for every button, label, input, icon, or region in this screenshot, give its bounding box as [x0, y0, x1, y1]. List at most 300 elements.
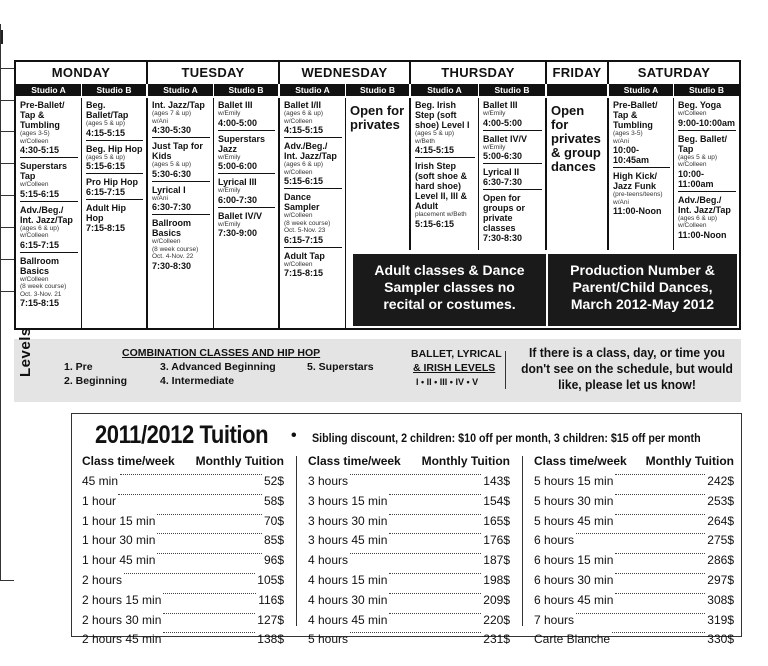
- tuition-row: [308, 573, 510, 593]
- class-time: 4:30-5:30: [152, 125, 192, 135]
- class-entry: [20, 256, 78, 309]
- tuition-row: [82, 494, 284, 514]
- tuition-time: 6 hours: [534, 533, 575, 548]
- dot-leader: [350, 632, 481, 633]
- page-edge-tick: [0, 580, 14, 581]
- tuition-time: 45 min: [82, 474, 119, 488]
- column-monday-studio-a: [16, 98, 82, 328]
- class-detail: w/Ani: [152, 117, 168, 125]
- class-detail: w/Colleen: [678, 110, 707, 117]
- class-entry: [152, 218, 210, 271]
- tuition-time: 1 hour 45 min: [82, 553, 156, 568]
- tuition-price: 138$: [257, 632, 284, 647]
- class-time: 6:15-7:15: [86, 187, 126, 197]
- class-name: Beg. Hip Hop: [86, 143, 143, 154]
- title-bullet: •: [291, 427, 297, 444]
- dot-leader: [157, 514, 262, 515]
- dot-leader: [615, 573, 705, 574]
- class-time: 5:00-6:30: [483, 151, 523, 161]
- tuition-price: 308$: [707, 592, 734, 607]
- class-time: 5:15-6:15: [415, 218, 455, 229]
- studio-header: Studio A: [16, 84, 81, 96]
- tuition-column-2: [308, 454, 510, 652]
- tuition-price: 242$: [707, 474, 734, 488]
- class-detail: w/Ani: [613, 198, 629, 206]
- class-detail: w/Emily: [483, 110, 506, 117]
- page-edge-tick: [0, 227, 14, 228]
- class-entry: [86, 144, 143, 175]
- class-name: Ballroom Basics: [20, 255, 60, 276]
- class-entry: [218, 211, 275, 239]
- tuition-row: [82, 514, 284, 534]
- level-item: 5. Superstars: [307, 361, 374, 373]
- tuition-price: 85$: [263, 533, 284, 548]
- tuition-time: 6 hours 15 min: [534, 553, 614, 568]
- schedule-request-callout: If there is a class, day, or time you don't see on the schedule, but would like, please let us know!: [521, 345, 733, 392]
- class-time: 4:00-5:00: [483, 117, 523, 128]
- class-detail: (8 week course): [20, 283, 67, 290]
- tuition-price: 220$: [483, 612, 510, 627]
- column-thursday-studio-b: [479, 98, 547, 250]
- header-monthly-tuition: Monthly Tuition: [421, 454, 510, 468]
- tuition-time: 6 hours 45 min: [534, 592, 614, 607]
- dot-leader: [615, 474, 705, 475]
- class-name: Irish Step (soft shoe & hard shoe) Level II, III & Adult: [415, 161, 468, 211]
- class-detail: w/Colleen: [20, 275, 49, 283]
- class-time: 4:15-5:15: [86, 127, 126, 138]
- tuition-price: 165$: [483, 513, 510, 528]
- tuition-row: [308, 553, 510, 573]
- day-header-thursday: THURSDAY: [411, 62, 547, 84]
- tuition-time: 2 hours: [82, 572, 123, 587]
- studio-header: Studio B: [82, 84, 146, 96]
- class-entry: [613, 171, 670, 216]
- class-entry: [415, 161, 475, 229]
- tuition-column-3: [534, 454, 734, 652]
- dot-leader: [576, 613, 705, 614]
- studio-header: Studio A: [411, 84, 478, 96]
- class-entry: [483, 193, 542, 243]
- tuition-time: 5 hours 45 min: [534, 513, 614, 528]
- header-class-time: Class time/week: [308, 454, 401, 468]
- page-edge-tick: [0, 100, 14, 101]
- header-class-time: Class time/week: [82, 454, 175, 468]
- dot-leader: [157, 553, 262, 554]
- class-detail: (ages 5 & up): [86, 153, 126, 161]
- class-time: 4:15-5:15: [284, 125, 324, 135]
- class-detail: w/Colleen: [284, 212, 313, 219]
- tuition-row: [82, 533, 284, 553]
- adult-classes-notice: Adult classes & Dance Sampler classes no recital or costumes.: [353, 254, 546, 326]
- class-time: 7:15-8:15: [86, 223, 126, 233]
- class-time: 6:15-7:15: [284, 234, 324, 245]
- dot-leader: [389, 514, 481, 515]
- class-name: Adv./Beg./ Int. Jazz/Tap: [284, 141, 337, 161]
- class-name: Ballet III: [483, 100, 518, 110]
- level-item: 2. Beginning: [64, 375, 127, 387]
- column-wednesday-studio-b: [346, 98, 411, 250]
- class-detail: (pre-teens/teens): [613, 191, 663, 198]
- dot-leader: [615, 593, 705, 594]
- class-entry: [20, 205, 78, 253]
- class-time: 4:00-5:00: [218, 117, 258, 128]
- levels-band: [14, 327, 741, 402]
- tuition-row: [82, 474, 284, 494]
- class-detail: (ages 6 & up): [284, 161, 324, 168]
- class-detail: Oct. 3-Nov. 21: [20, 290, 62, 298]
- tuition-row: [82, 593, 284, 613]
- class-detail: w/Colleen: [20, 181, 49, 188]
- tuition-row: [534, 593, 734, 613]
- class-name: Open for groups or private classes: [483, 193, 525, 233]
- tuition-price: 275$: [707, 533, 734, 548]
- class-detail: w/Colleen: [678, 161, 707, 168]
- tuition-row: [534, 494, 734, 514]
- tuition-box: [71, 413, 742, 647]
- class-entry: [86, 100, 143, 141]
- dot-leader: [389, 494, 481, 495]
- page-edge-tick: [0, 131, 14, 132]
- class-detail: w/Emily: [218, 220, 241, 228]
- column-wednesday-studio-a: [280, 98, 346, 328]
- class-detail: w/Colleen: [20, 137, 49, 145]
- class-detail: (ages 5 & up): [152, 161, 192, 168]
- level-item: 3. Advanced Beginning: [160, 361, 276, 373]
- class-detail: (ages 5 & up): [678, 153, 718, 161]
- class-name: Adult Hip Hop: [86, 203, 126, 223]
- tuition-row: [82, 613, 284, 633]
- class-name: Int. Jazz/Tap: [152, 100, 205, 110]
- tuition-time: 3 hours 30 min: [308, 513, 388, 528]
- studio-header: Studio B: [214, 84, 278, 96]
- dot-leader: [615, 553, 705, 554]
- tuition-title: 2011/2012 Tuition: [95, 421, 269, 449]
- class-entry: [284, 100, 342, 138]
- page-edge-tick: [0, 163, 14, 164]
- class-detail: (ages 7 & up): [152, 110, 192, 117]
- studio-header: Studio B: [346, 84, 409, 96]
- studio-header: Studio A: [280, 84, 345, 96]
- class-entry: [613, 100, 670, 168]
- sibling-discount: Sibling discount, 2 children: $10 off per month, 3 children: $15 off per month: [312, 433, 701, 445]
- production-number-notice: Production Number & Parent/Child Dances, March 2012-May 2012: [548, 254, 737, 326]
- dot-leader: [120, 474, 262, 475]
- class-time: 6:00-7:30: [218, 194, 258, 205]
- class-name: Lyrical III: [218, 177, 257, 187]
- class-entry: [284, 141, 342, 189]
- tuition-price: 96$: [263, 553, 284, 568]
- class-detail: Oct. 5-Nov. 23: [284, 227, 326, 234]
- class-detail: (8 week course): [152, 245, 199, 253]
- tuition-row: [308, 533, 510, 553]
- tuition-price: 116$: [258, 592, 284, 607]
- tuition-time: 6 hours 30 min: [534, 572, 614, 587]
- day-header-monday: MONDAY: [16, 62, 148, 84]
- class-time: 7:30-8:30: [152, 260, 192, 271]
- class-detail: w/Colleen: [284, 168, 313, 176]
- column-friday: [547, 98, 609, 250]
- class-detail: w/Ani: [613, 137, 629, 145]
- class-time: 11:00-Noon: [613, 206, 662, 216]
- header-class-time: Class time/week: [534, 454, 627, 468]
- class-detail: w/Emily: [218, 153, 241, 161]
- tuition-time: 5 hours 15 min: [534, 474, 614, 488]
- dot-leader: [389, 613, 481, 614]
- class-schedule: [14, 60, 741, 330]
- tuition-price: 105$: [257, 572, 284, 587]
- tuition-price: 231$: [483, 632, 510, 647]
- column-divider: [296, 456, 297, 626]
- class-time: 10:00-10:45am: [613, 145, 650, 165]
- class-time: 6:30-7:30: [483, 177, 523, 187]
- class-name: Pre-Ballet/ Tap & Tumbling: [613, 100, 658, 130]
- class-time: 7:30-8:30: [483, 233, 523, 243]
- tuition-row: [308, 632, 510, 652]
- tuition-time: 5 hours: [308, 632, 349, 647]
- class-name: Beg. Irish Step (soft shoe) Level I: [415, 100, 470, 130]
- class-detail: (ages 6 & up): [284, 110, 324, 117]
- class-detail: Oct. 4-Nov. 22: [152, 253, 194, 260]
- class-time: 6:15-7:15: [20, 239, 60, 250]
- column-saturday-studio-a: [609, 98, 674, 250]
- class-name: Ballet IV/V: [483, 133, 528, 144]
- class-name: Pre-Ballet/ Tap & Tumbling: [20, 100, 65, 130]
- dot-leader: [350, 474, 481, 475]
- class-name: Ballet III: [218, 100, 253, 110]
- class-detail: (ages 5 & up): [86, 120, 126, 127]
- tuition-time: 7 hours: [534, 612, 575, 627]
- class-entry: [415, 100, 475, 158]
- tuition-time: 4 hours 45 min: [308, 612, 388, 627]
- tuition-price: 253$: [707, 493, 734, 508]
- class-entry: [218, 134, 275, 175]
- class-entry: [86, 203, 143, 233]
- studio-header: Studio A: [148, 84, 213, 96]
- class-detail: w/Emily: [483, 143, 506, 151]
- page-edge-tick: [0, 291, 14, 292]
- page-edge-tick: [0, 259, 14, 260]
- class-entry: [152, 185, 210, 216]
- tuition-row: [308, 514, 510, 534]
- ballet-level-numbers: I • II • III • IV • V: [416, 377, 479, 387]
- class-detail: (ages 6 & up): [20, 224, 60, 232]
- class-time: 11:00-Noon: [678, 229, 727, 240]
- tuition-price: 127$: [257, 612, 284, 627]
- dot-leader: [124, 573, 255, 574]
- class-name: Ballroom Basics: [152, 218, 192, 238]
- level-item: 4. Intermediate: [160, 375, 235, 387]
- class-name: Beg. Ballet/Tap: [86, 100, 129, 120]
- tuition-row: [534, 573, 734, 593]
- class-time: 7:15-8:15: [284, 268, 324, 278]
- tuition-row: [82, 573, 284, 593]
- class-name: Beg. Ballet/ Tap: [678, 133, 728, 154]
- class-entry: [218, 177, 275, 208]
- class-entry: [678, 100, 736, 131]
- class-detail: (8 week course): [284, 219, 331, 227]
- tuition-header: [534, 454, 734, 468]
- tuition-header: [308, 454, 510, 468]
- tuition-price: 286$: [707, 553, 734, 568]
- page-edge-tick: [0, 68, 14, 69]
- class-time: 4:15-5:15: [415, 145, 455, 155]
- tuition-price: 176$: [483, 533, 510, 548]
- class-name: Adv./Beg./ Int. Jazz/Tap: [20, 204, 73, 225]
- tuition-time: 4 hours 30 min: [308, 592, 388, 607]
- class-detail: w/Emily: [218, 110, 241, 117]
- class-name: Dance Sampler: [284, 192, 320, 212]
- day-header-wednesday: WEDNESDAY: [280, 62, 411, 84]
- class-detail: placement w/Beth: [415, 211, 467, 218]
- tuition-time: 4 hours 15 min: [308, 572, 388, 587]
- studio-header: Studio A: [609, 84, 673, 96]
- tuition-price: 297$: [707, 572, 734, 587]
- dot-leader: [612, 632, 705, 633]
- class-detail: w/Ani: [152, 194, 168, 202]
- tuition-row: [534, 533, 734, 553]
- class-detail: w/Colleen: [678, 222, 707, 229]
- class-name: Superstars Jazz: [218, 133, 266, 154]
- class-detail: w/Colleen: [284, 117, 313, 125]
- dot-leader: [576, 533, 705, 534]
- tuition-price: 319$: [707, 612, 734, 627]
- dot-leader: [350, 553, 481, 554]
- dot-leader: [615, 514, 705, 515]
- class-detail: w/Colleen: [20, 232, 49, 239]
- column-tuesday-studio-a: [148, 98, 214, 328]
- tuition-price: 70$: [263, 513, 284, 528]
- day-header-friday: FRIDAY: [547, 62, 609, 84]
- dot-leader: [163, 593, 256, 594]
- class-time: 6:30-7:30: [152, 202, 192, 212]
- page-edge-tick: [0, 195, 14, 196]
- dot-leader: [163, 613, 255, 614]
- studio-header: Studio B: [479, 84, 545, 96]
- class-entry: [20, 100, 78, 158]
- class-time: 9:00-10:00am: [678, 117, 736, 128]
- class-detail: (ages 3-5): [20, 130, 50, 137]
- class-name: Just Tap for Kids: [152, 141, 203, 161]
- class-name: Adv./Beg./ Int. Jazz/Tap: [678, 194, 731, 215]
- dot-leader: [615, 494, 705, 495]
- day-header-tuesday: TUESDAY: [148, 62, 280, 84]
- class-entry: [678, 134, 736, 192]
- day-header-saturday: SATURDAY: [637, 65, 711, 80]
- dot-leader: [389, 533, 481, 534]
- class-entry: [86, 177, 143, 200]
- class-entry: [152, 141, 210, 182]
- level-item: 1. Pre: [64, 361, 93, 373]
- class-name: Pro Hip Hop: [86, 177, 138, 187]
- tuition-time: 3 hours 45 min: [308, 533, 388, 548]
- class-detail: (ages 6 & up): [678, 214, 718, 222]
- class-entry: [483, 134, 542, 165]
- class-name: Ballet I/II: [284, 100, 322, 110]
- tuition-time: 3 hours: [308, 474, 349, 488]
- dot-leader: [163, 632, 255, 633]
- combo-heading: COMBINATION CLASSES AND HIP HOP: [122, 347, 321, 359]
- tuition-row: [308, 593, 510, 613]
- tuition-price: 154$: [483, 493, 510, 508]
- tuition-time: 1 hour: [82, 493, 117, 508]
- tuition-header: [82, 454, 284, 468]
- tuition-row: [534, 514, 734, 534]
- class-detail: w/Beth: [415, 137, 435, 145]
- levels-divider: [505, 351, 506, 389]
- irish-levels-heading: & IRISH LEVELS: [413, 362, 496, 374]
- dot-leader: [157, 533, 262, 534]
- tuition-price: 209$: [483, 592, 510, 607]
- column-monday-studio-b: [82, 98, 148, 328]
- open-for-privates-text: Open for privates: [350, 103, 405, 132]
- class-time: 5:15-6:15: [20, 188, 60, 199]
- tuition-row: [534, 613, 734, 633]
- class-time: 7:30-9:00: [218, 228, 258, 238]
- tuition-price: 198$: [483, 572, 510, 587]
- class-time: 4:30-5:15: [20, 145, 60, 155]
- tuition-row: [534, 474, 734, 494]
- class-entry: [483, 100, 542, 131]
- class-time: 5:30-6:30: [152, 168, 192, 179]
- tuition-time: 4 hours: [308, 553, 349, 568]
- class-entry: [284, 251, 342, 279]
- tuition-row: [308, 494, 510, 514]
- class-time: 5:15-6:15: [284, 176, 324, 186]
- column-tuesday-studio-b: [214, 98, 280, 328]
- tuition-price: 330$: [707, 632, 734, 647]
- class-name: High Kick/ Jazz Funk: [613, 171, 658, 191]
- tuition-price: 52$: [263, 474, 284, 488]
- column-saturday-studio-b: [674, 98, 739, 250]
- class-entry: [284, 192, 342, 248]
- open-for-privates-groups-text: Open for privates & group dances: [551, 103, 601, 174]
- tuition-time: 1 hour 15 min: [82, 513, 156, 528]
- class-time: 5:15-6:15: [86, 161, 126, 171]
- tuition-price: 143$: [483, 474, 510, 488]
- class-name: Lyrical II: [483, 167, 520, 177]
- studio-header-blank: [547, 84, 607, 96]
- tuition-time: Carte Blanche: [534, 632, 611, 647]
- studio-header: Studio B: [674, 84, 739, 96]
- tuition-time: 2 hours 45 min: [82, 632, 162, 647]
- tuition-time: 1 hour 30 min: [82, 533, 156, 548]
- class-entry: [152, 100, 210, 138]
- class-name: Superstars Tap: [20, 161, 68, 181]
- dot-leader: [118, 494, 262, 495]
- tuition-price: 187$: [483, 553, 510, 568]
- class-name: Ballet IV/V: [218, 210, 263, 221]
- tuition-row: [82, 553, 284, 573]
- page-edge-line: [0, 24, 1, 580]
- ballet-levels-heading: BALLET, LYRICAL: [411, 348, 502, 360]
- tuition-price: 58$: [263, 493, 284, 508]
- class-detail: w/Colleen: [284, 260, 313, 268]
- tuition-row: [534, 632, 734, 652]
- column-thursday-studio-a: [411, 98, 479, 250]
- column-divider: [522, 456, 523, 626]
- header-monthly-tuition: Monthly Tuition: [645, 454, 734, 468]
- class-detail: (ages 3-5): [613, 130, 643, 137]
- tuition-column-1: [82, 454, 284, 652]
- class-time: 5:00-6:00: [218, 161, 258, 171]
- tuition-row: [308, 613, 510, 633]
- tuition-row: [82, 632, 284, 652]
- tuition-row: [534, 553, 734, 573]
- class-entry: [218, 100, 275, 131]
- tuition-time: 5 hours 30 min: [534, 493, 614, 508]
- class-detail: w/Colleen: [152, 238, 181, 245]
- tuition-row: [308, 474, 510, 494]
